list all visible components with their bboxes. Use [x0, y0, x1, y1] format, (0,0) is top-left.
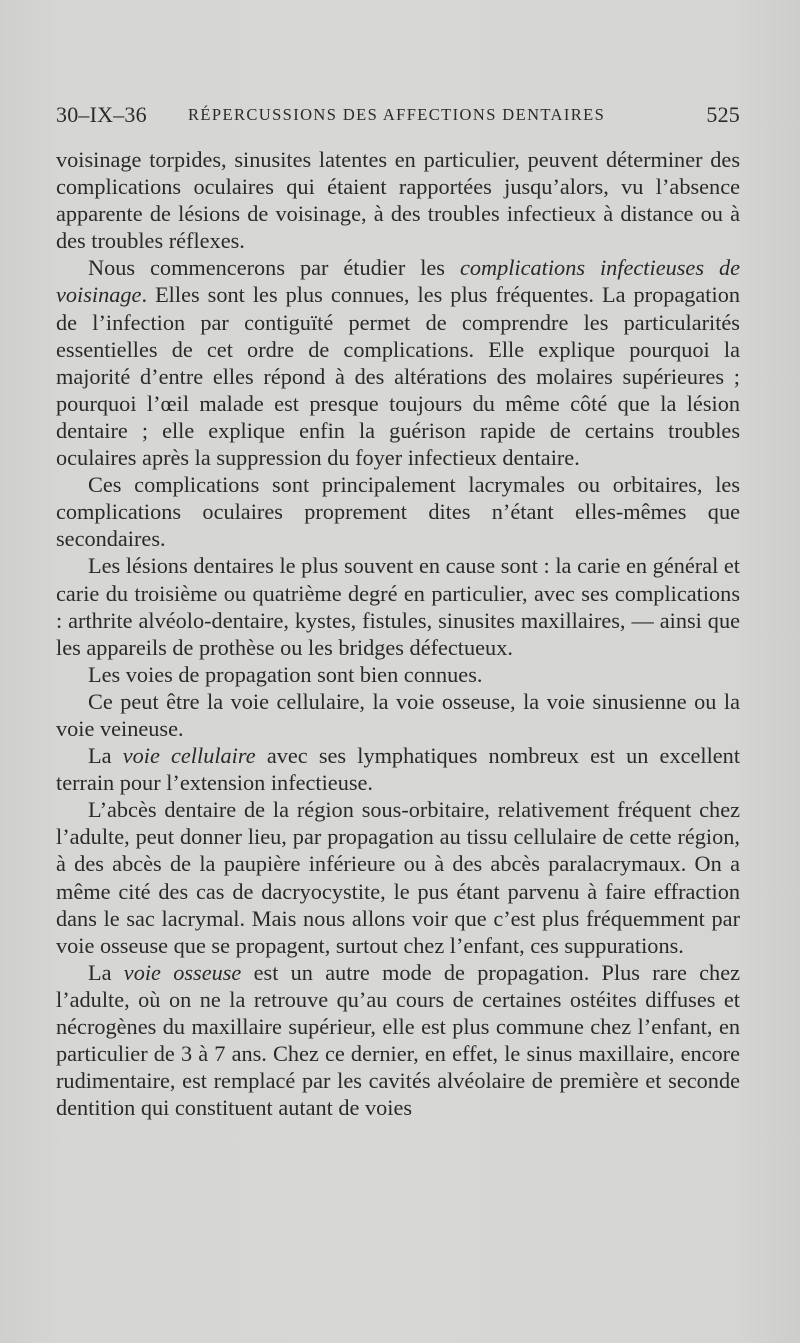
paragraph-text: Ce peut être la voie cellulaire, la voie osseuse, la voie sinusienne ou la voie veineuse. — [56, 688, 740, 741]
body-text — [56, 146, 740, 1121]
paragraph-text: . Elles sont les plus connues, les plus fréquentes. La propagation de l’infection par contiguïté permet de comprendre les particularités essentielles de cet ordre de complications. Elle explique pourquoi la majorité d’entre elles répond à des altérations des molaires supérieures ; pourquoi l’œil malade est presque toujours du même côté que la lésion dentaire ; elle explique enfin la guérison rapide de certains troubles oculaires après la suppression du foyer infectieux dentaire. — [56, 282, 740, 471]
paragraph-text: La — [88, 959, 124, 985]
paragraph-text: Les lésions dentaires le plus souvent en cause sont : la carie en général et carie du troisième ou quatrième degré en particulier, avec ses complications : arthrite alvéolo-dentaire, kystes, fistules, sinusites maxillaires, — ainsi que les appareils de prothèse ou les bridges défectueux. — [56, 553, 740, 660]
paragraph-italic-text: voie cellulaire — [122, 743, 256, 769]
paragraph-italic-text: voie osseuse — [123, 959, 242, 985]
paragraph-text: Ces complications sont principalement lacrymales ou orbitaires, les complications oculaires proprement dites n’étant elles-mêmes que secondaires. — [56, 472, 740, 552]
paragraph — [56, 661, 740, 688]
paragraph-italic-text: complications infectieuses de voisinage — [56, 255, 740, 308]
paragraph — [56, 146, 740, 254]
page-number: 525 — [706, 102, 740, 127]
paragraph — [56, 796, 740, 959]
paragraph — [56, 471, 740, 552]
paragraph-text: Nous commencerons par étudier les — [88, 255, 460, 281]
paragraph-text: voisinage torpides, sinusites latentes en particulier, peuvent déterminer des complications oculaires qui étaient rapportées jusqu’alors, vu l’absence apparente de lésions de voisinage, à des troubles infectieux à distance ou à des troubles réflexes. — [56, 147, 740, 254]
paragraph-text: avec ses lymphatiques nombreux est un excellent terrain pour l’extension infectieuse. — [56, 743, 741, 796]
header-running-title: RÉPERCUSSIONS DES AFFECTIONS DENTAIRES — [188, 105, 606, 124]
paragraph — [56, 254, 740, 471]
running-header — [56, 102, 740, 132]
header-date: 30–IX–36 — [56, 102, 147, 127]
paragraph-text: La — [88, 743, 123, 769]
paragraph-text: Les voies de propagation sont bien connues. — [88, 661, 483, 687]
paragraph-text: est un autre mode de propagation. Plus rare chez l’adulte, où on ne la retrouve qu’au cours de certaines ostéites diffuses et nécrogènes du maxillaire supérieur, elle est plus commune chez l’enfant, en particulier de 3 à 7 ans. Chez ce dernier, en effet, le sinus maxillaire, encore rudimentaire, est remplacé par les cavités alvéolaire de première et seconde dentition qui constituent autant de voies — [56, 959, 740, 1121]
paragraph — [56, 742, 740, 796]
paragraph — [56, 552, 740, 660]
paragraph-text: L’abcès dentaire de la région sous-orbitaire, relativement fréquent chez l’adulte, peut donner lieu, par propagation au tissu cellulaire de cette région, à des abcès de la paupière inférieure ou à des abcès paralacrymaux. On a même cité des cas de dacryocystite, le pus étant parvenu à faire effraction dans le sac lacrymal. Mais nous allons voir que c’est plus fréquemment par voie osseuse que se propagent, surtout chez l’enfant, ces suppurations. — [56, 797, 740, 958]
paragraph — [56, 959, 740, 1122]
paragraph — [56, 688, 740, 742]
